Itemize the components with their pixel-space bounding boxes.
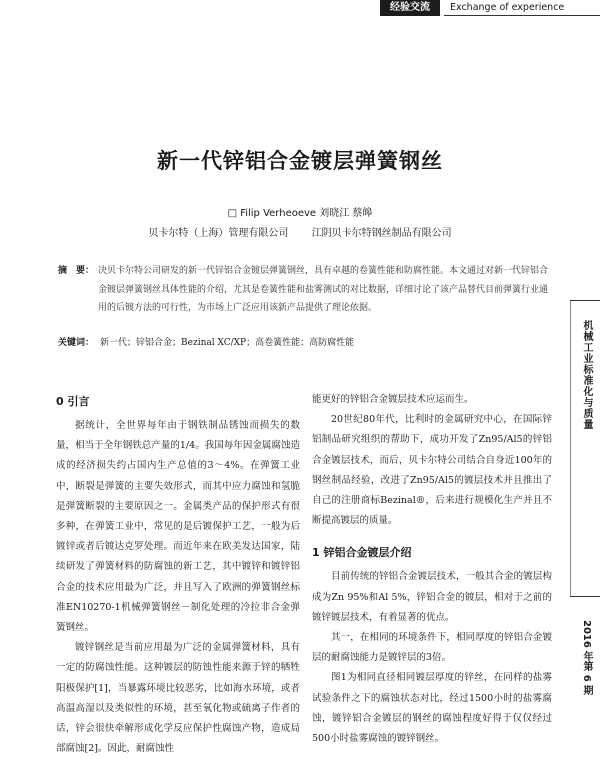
left-column — [56, 394, 300, 759]
sidebar-divider — [570, 300, 571, 596]
abstract — [58, 262, 548, 318]
sidebar-rule-top — [570, 300, 600, 301]
paragraph: 20世纪80年代，比利时的金属研究中心，在国际锌铝制品研究组织的帮助下，成功开发了Zn95/Al5的锌铝合金镀层技术，而后，贝卡尔特公司结合自身近100年的钢丝制品经验，改进了Zn95/Al5的镀层技术并且推出了自己的注册商标Bezinal®，后来进行规模化生产并且不断提高镀层的质量。 — [312, 414, 552, 527]
affiliation-2: 江阴贝卡尔特钢丝制品有限公司 — [311, 228, 452, 239]
running-header — [380, 0, 600, 17]
right-column — [312, 390, 552, 749]
abstract-label: 摘 要： — [58, 266, 95, 276]
keywords-text: 新一代；锌铝合金；Bezinal XC/XP；高卷簧性能；高防腐性能 — [100, 338, 355, 348]
section-tag-cn: 经验交流 — [380, 0, 440, 16]
keywords-label: 关键词： — [58, 338, 95, 348]
affiliations — [0, 224, 600, 239]
paragraph: 据统计，全世界每年由于钢铁制品锈蚀而损失的数量，相当于全年钢铁总产量的1/4。我国每年因金属腐蚀造成的经济损失约占国内生产总值的3～4%。在弹簧工业中，断裂是弹簧的主要失效形式，而其中应力腐蚀和氢脆是弹簧断裂的主要原因之一。金属类产品的保护形式有很多种，在弹簧工业中，常见的是后镀保护工艺，一般为后镀锌或者后镀达克罗处理。而近年来在欧美发达国家，陆续研发了弹簧材料的防腐蚀的新工艺，其中镀锌和镀锌铝合金的技术应用最为广泛，并且写入了欧洲的弹簧钢丝标准EN10270-1机械弹簧钢丝－制化处理的冷拉非合金弹簧钢丝。 — [56, 420, 300, 634]
section-tag-en: Exchange of experience — [444, 0, 600, 16]
authors: □ Filip Verheoeve 刘晓江 蔡皞 — [227, 208, 373, 219]
paragraph: 其一，在相同的环境条件下，相同厚度的锌铝合金镀层的耐腐蚀能力是镀锌层的3倍。 — [312, 632, 552, 664]
keywords — [58, 336, 558, 350]
sidebar-rule-bottom — [570, 596, 600, 597]
paragraph: 图1为相同直径相同镀层厚度的锌丝，在同样的盐雾试验条件之下的腐蚀状态对比，经过1500小时的盐雾腐蚀，镀锌铝合金镀层的钢丝的腐蚀程度好得于仅仅经过500小时盐雾腐蚀的镀锌钢丝。 — [312, 672, 552, 745]
journal-name: 机械工业标准化与质量 — [581, 320, 592, 430]
journal-issue: 2016 年第 6 期 — [581, 620, 592, 696]
paragraph: 目前传统的锌铝合金镀层技术，一般其合金的镀层构成为Zn 95%和Al 5%，锌铝合金的镀层，相对于之前的镀锌镀层技术，有着显著的优点。 — [312, 571, 552, 623]
paragraph: 镀锌钢丝是当前应用最为广泛的金属弹簧材料，具有一定的防腐蚀性能。这种镀层的防蚀性能来源于锌的牺牲阳极保护[1]，当暴露环境比较恶劣，比如海水环境，或者高温高湿以及类似性的环境，甚至氧化物或硫离子作者的话，锌会很快牵解形成化学反应保护性腐蚀产物，造成局部腐蚀[2]。因此，耐腐蚀性 — [56, 642, 300, 755]
affiliation-1: 贝卡尔特（上海）管理有限公司 — [148, 228, 289, 239]
section-heading-coating: 1 锌铝合金镀层介绍 — [312, 546, 412, 560]
article-title: 新一代锌铝合金镀层弹簧钢丝 — [157, 149, 443, 173]
section-heading-intro: 0 引言 — [56, 395, 90, 408]
paragraph: 能更好的锌铝合金镀层技术应运而生。 — [312, 394, 474, 405]
abstract-text: 决贝卡尔特公司研发的新一代锌铝合金镀层弹簧钢丝，具有卓越的卷簧性能和防腐性能。本文通过对新一代锌铝合金镀层弹簧钢丝具体性能的介绍，尤其是卷簧性能和盐雾测试的对比数据，详细讨论了该产品替代目前弹簧行业通用的后镀方法的可行性，为市场上广泛应用该新产品提供了理论依据。 — [98, 266, 549, 313]
spacer — [312, 531, 552, 545]
